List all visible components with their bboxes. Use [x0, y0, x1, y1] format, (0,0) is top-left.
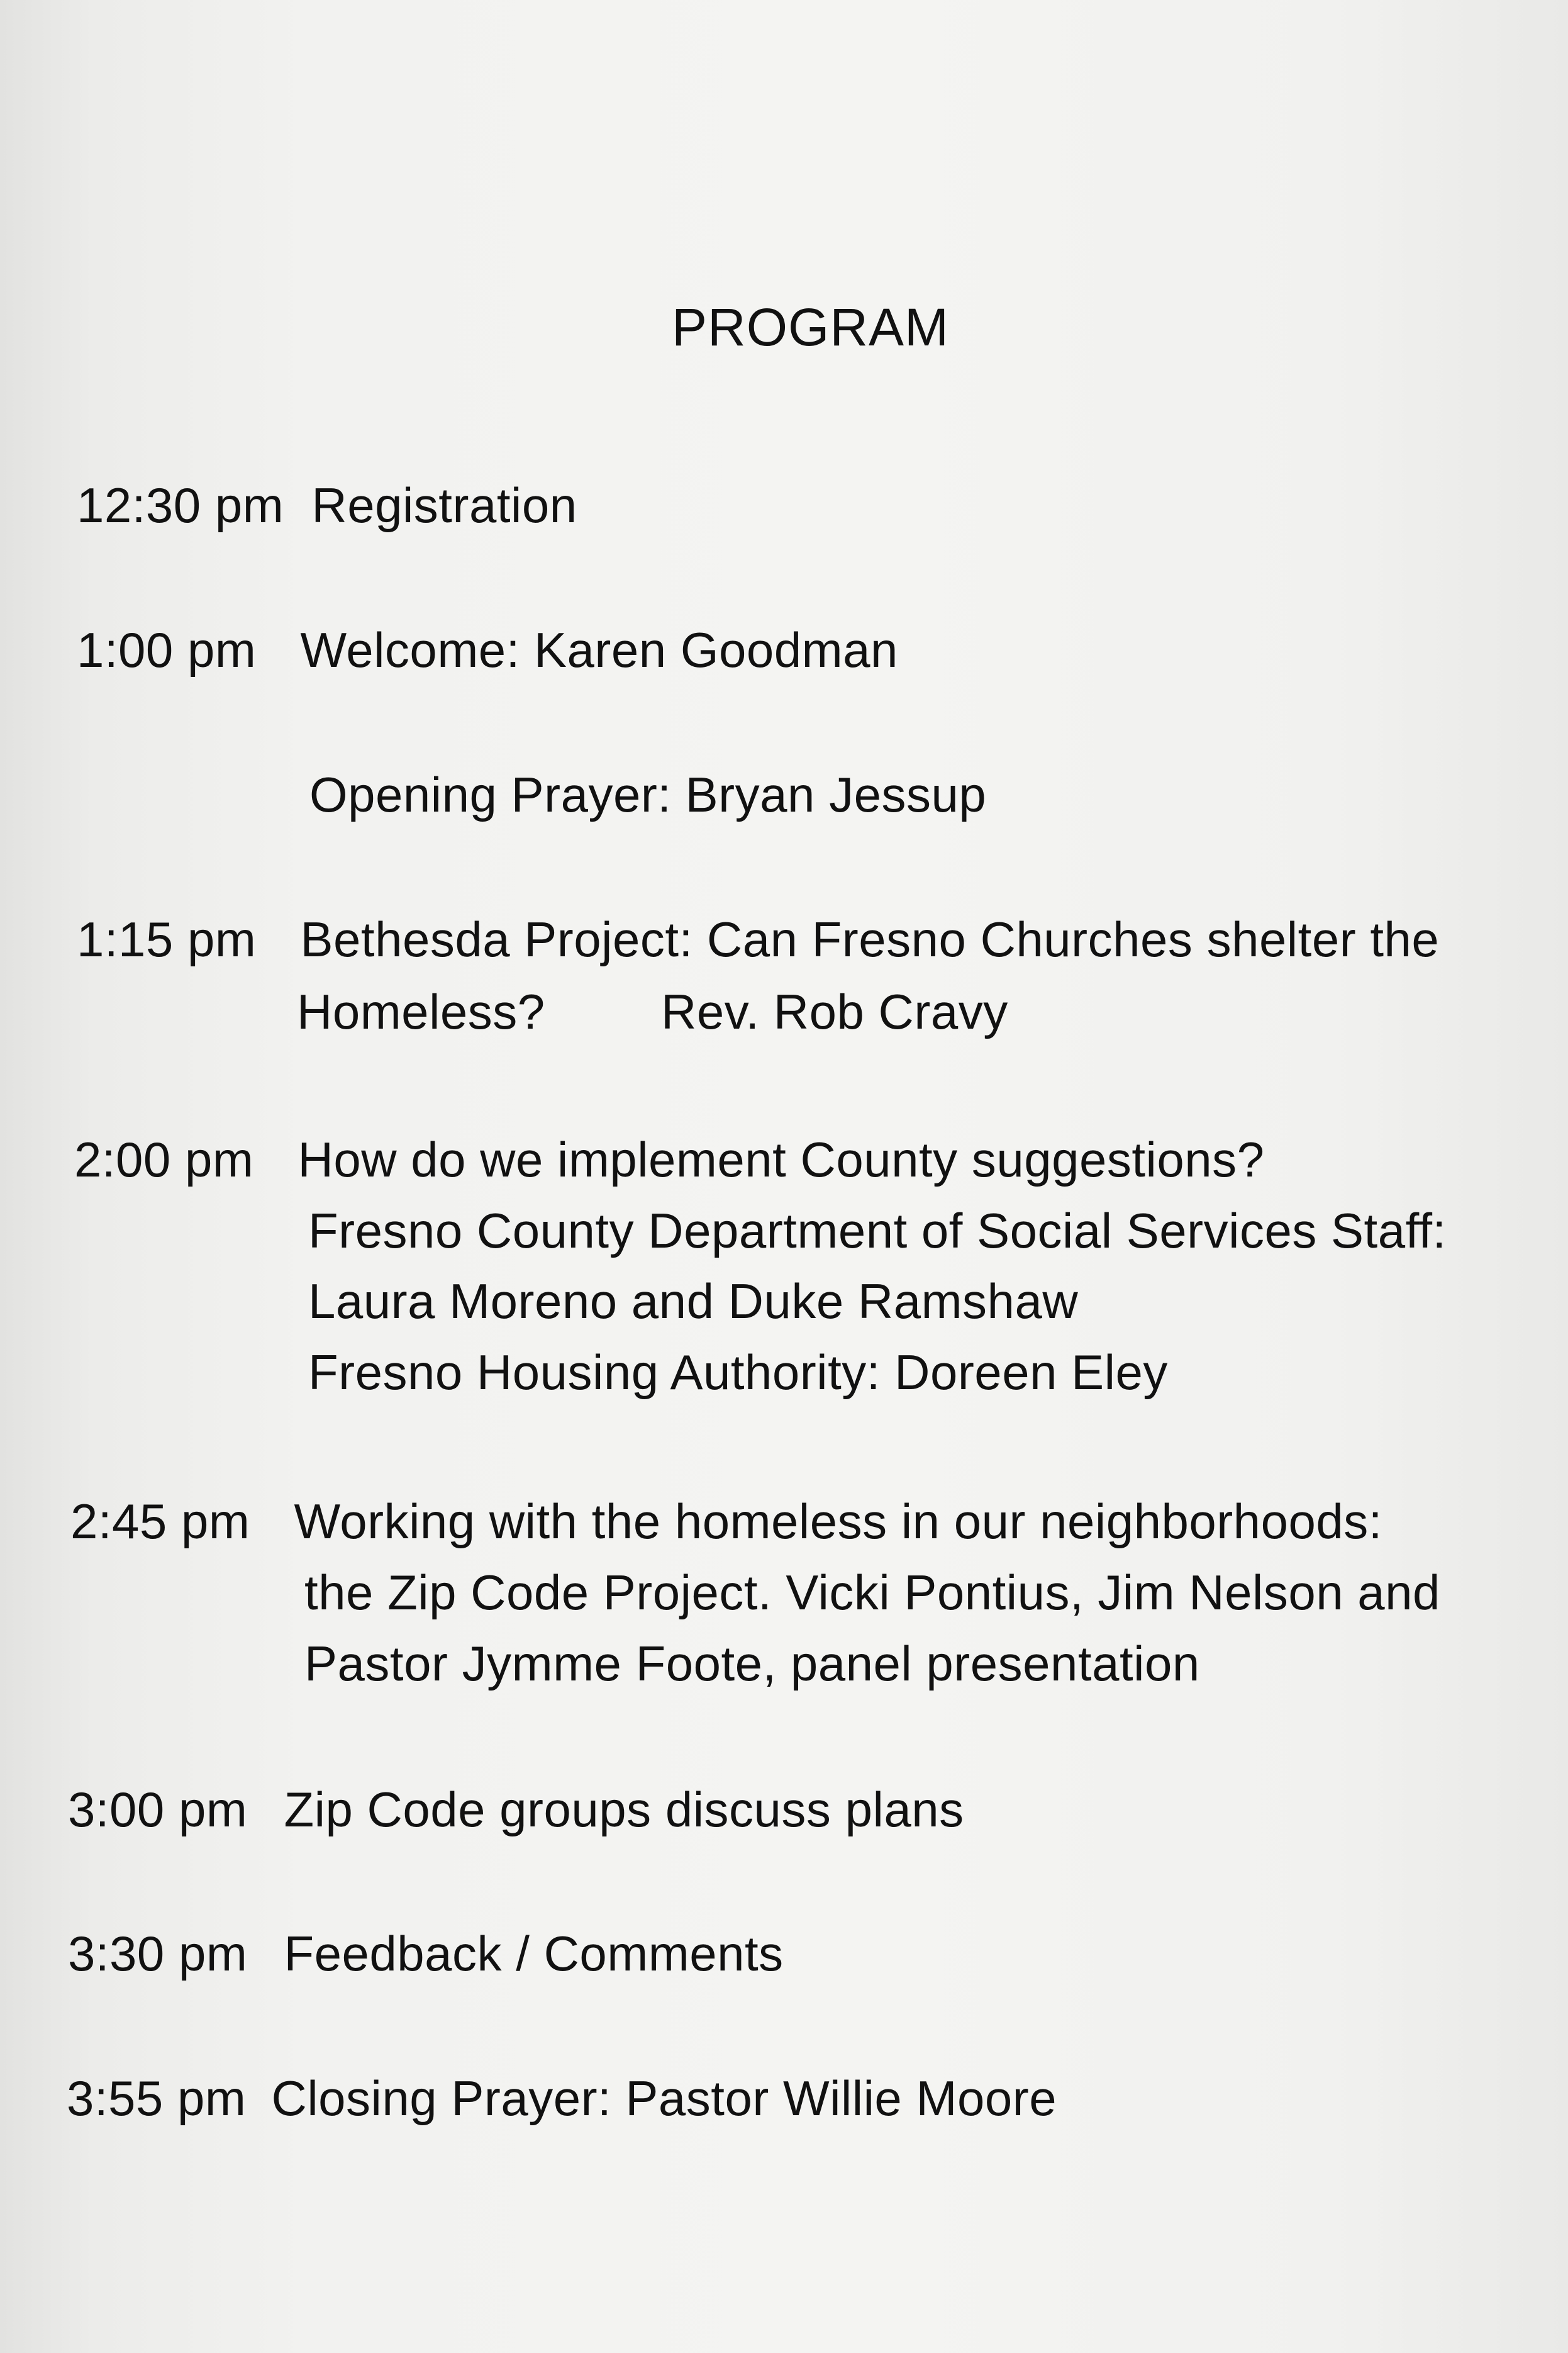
entry-text: Closing Prayer: Pastor Willie Moore — [271, 2071, 1057, 2126]
entry-text: Fresno County Department of Social Services Staff: — [308, 1203, 1447, 1258]
entry-text: Zip Code groups discuss plans — [284, 1782, 964, 1837]
entry-speaker: Rev. Rob Cravy — [661, 984, 1008, 1039]
schedule-entry-bethesda — [77, 909, 1439, 970]
entry-text: Feedback / Comments — [284, 1926, 784, 1981]
schedule-entry-county-line-3 — [308, 1271, 1078, 1331]
schedule-entry-registration — [77, 475, 577, 535]
schedule-entry-county — [74, 1129, 1264, 1190]
schedule-entry-welcome — [77, 620, 898, 680]
schedule-entry-opening-prayer — [309, 764, 986, 825]
entry-time: 2:00 pm — [74, 1132, 254, 1187]
schedule-entry-closing-prayer — [67, 2068, 1057, 2128]
entry-time: 3:55 pm — [67, 2071, 247, 2126]
entry-text: Welcome: Karen Goodman — [300, 622, 898, 678]
entry-time: 1:00 pm — [77, 622, 257, 678]
schedule-entry-zip-code-groups — [68, 1779, 964, 1840]
entry-text: How do we implement County suggestions? — [297, 1132, 1265, 1187]
entry-text: Laura Moreno and Duke Ramshaw — [308, 1273, 1079, 1329]
entry-time: 3:00 pm — [68, 1782, 248, 1837]
schedule-entry-county-line-2 — [308, 1200, 1447, 1261]
entry-time: 1:15 pm — [77, 912, 257, 967]
schedule-entry-neighborhoods-line-3 — [304, 1633, 1200, 1694]
entry-time: 12:30 pm — [77, 478, 284, 533]
entry-text: Homeless? — [297, 984, 545, 1039]
schedule-entry-neighborhoods — [70, 1491, 1382, 1551]
schedule-entry-bethesda-continued — [297, 981, 1008, 1042]
program-title: PROGRAM — [672, 298, 950, 357]
entry-text: the Zip Code Project. Vicki Pontius, Jim Nelson and — [304, 1565, 1440, 1620]
entry-text: Pastor Jymme Foote, panel presentation — [304, 1636, 1200, 1691]
entry-text: Bethesda Project: Can Fresno Churches shelter the — [300, 912, 1440, 967]
entry-text: Registration — [311, 478, 577, 533]
schedule-entry-neighborhoods-line-2 — [304, 1562, 1440, 1623]
schedule-entry-county-line-4 — [308, 1342, 1168, 1402]
schedule-entry-feedback — [68, 1923, 784, 1984]
entry-text: Fresno Housing Authority: Doreen Eley — [308, 1344, 1168, 1400]
entry-text: Opening Prayer: Bryan Jessup — [309, 767, 987, 822]
entry-time: 3:30 pm — [68, 1926, 248, 1981]
entry-time: 2:45 pm — [70, 1494, 250, 1549]
entry-text: Working with the homeless in our neighborhoods: — [294, 1494, 1382, 1549]
